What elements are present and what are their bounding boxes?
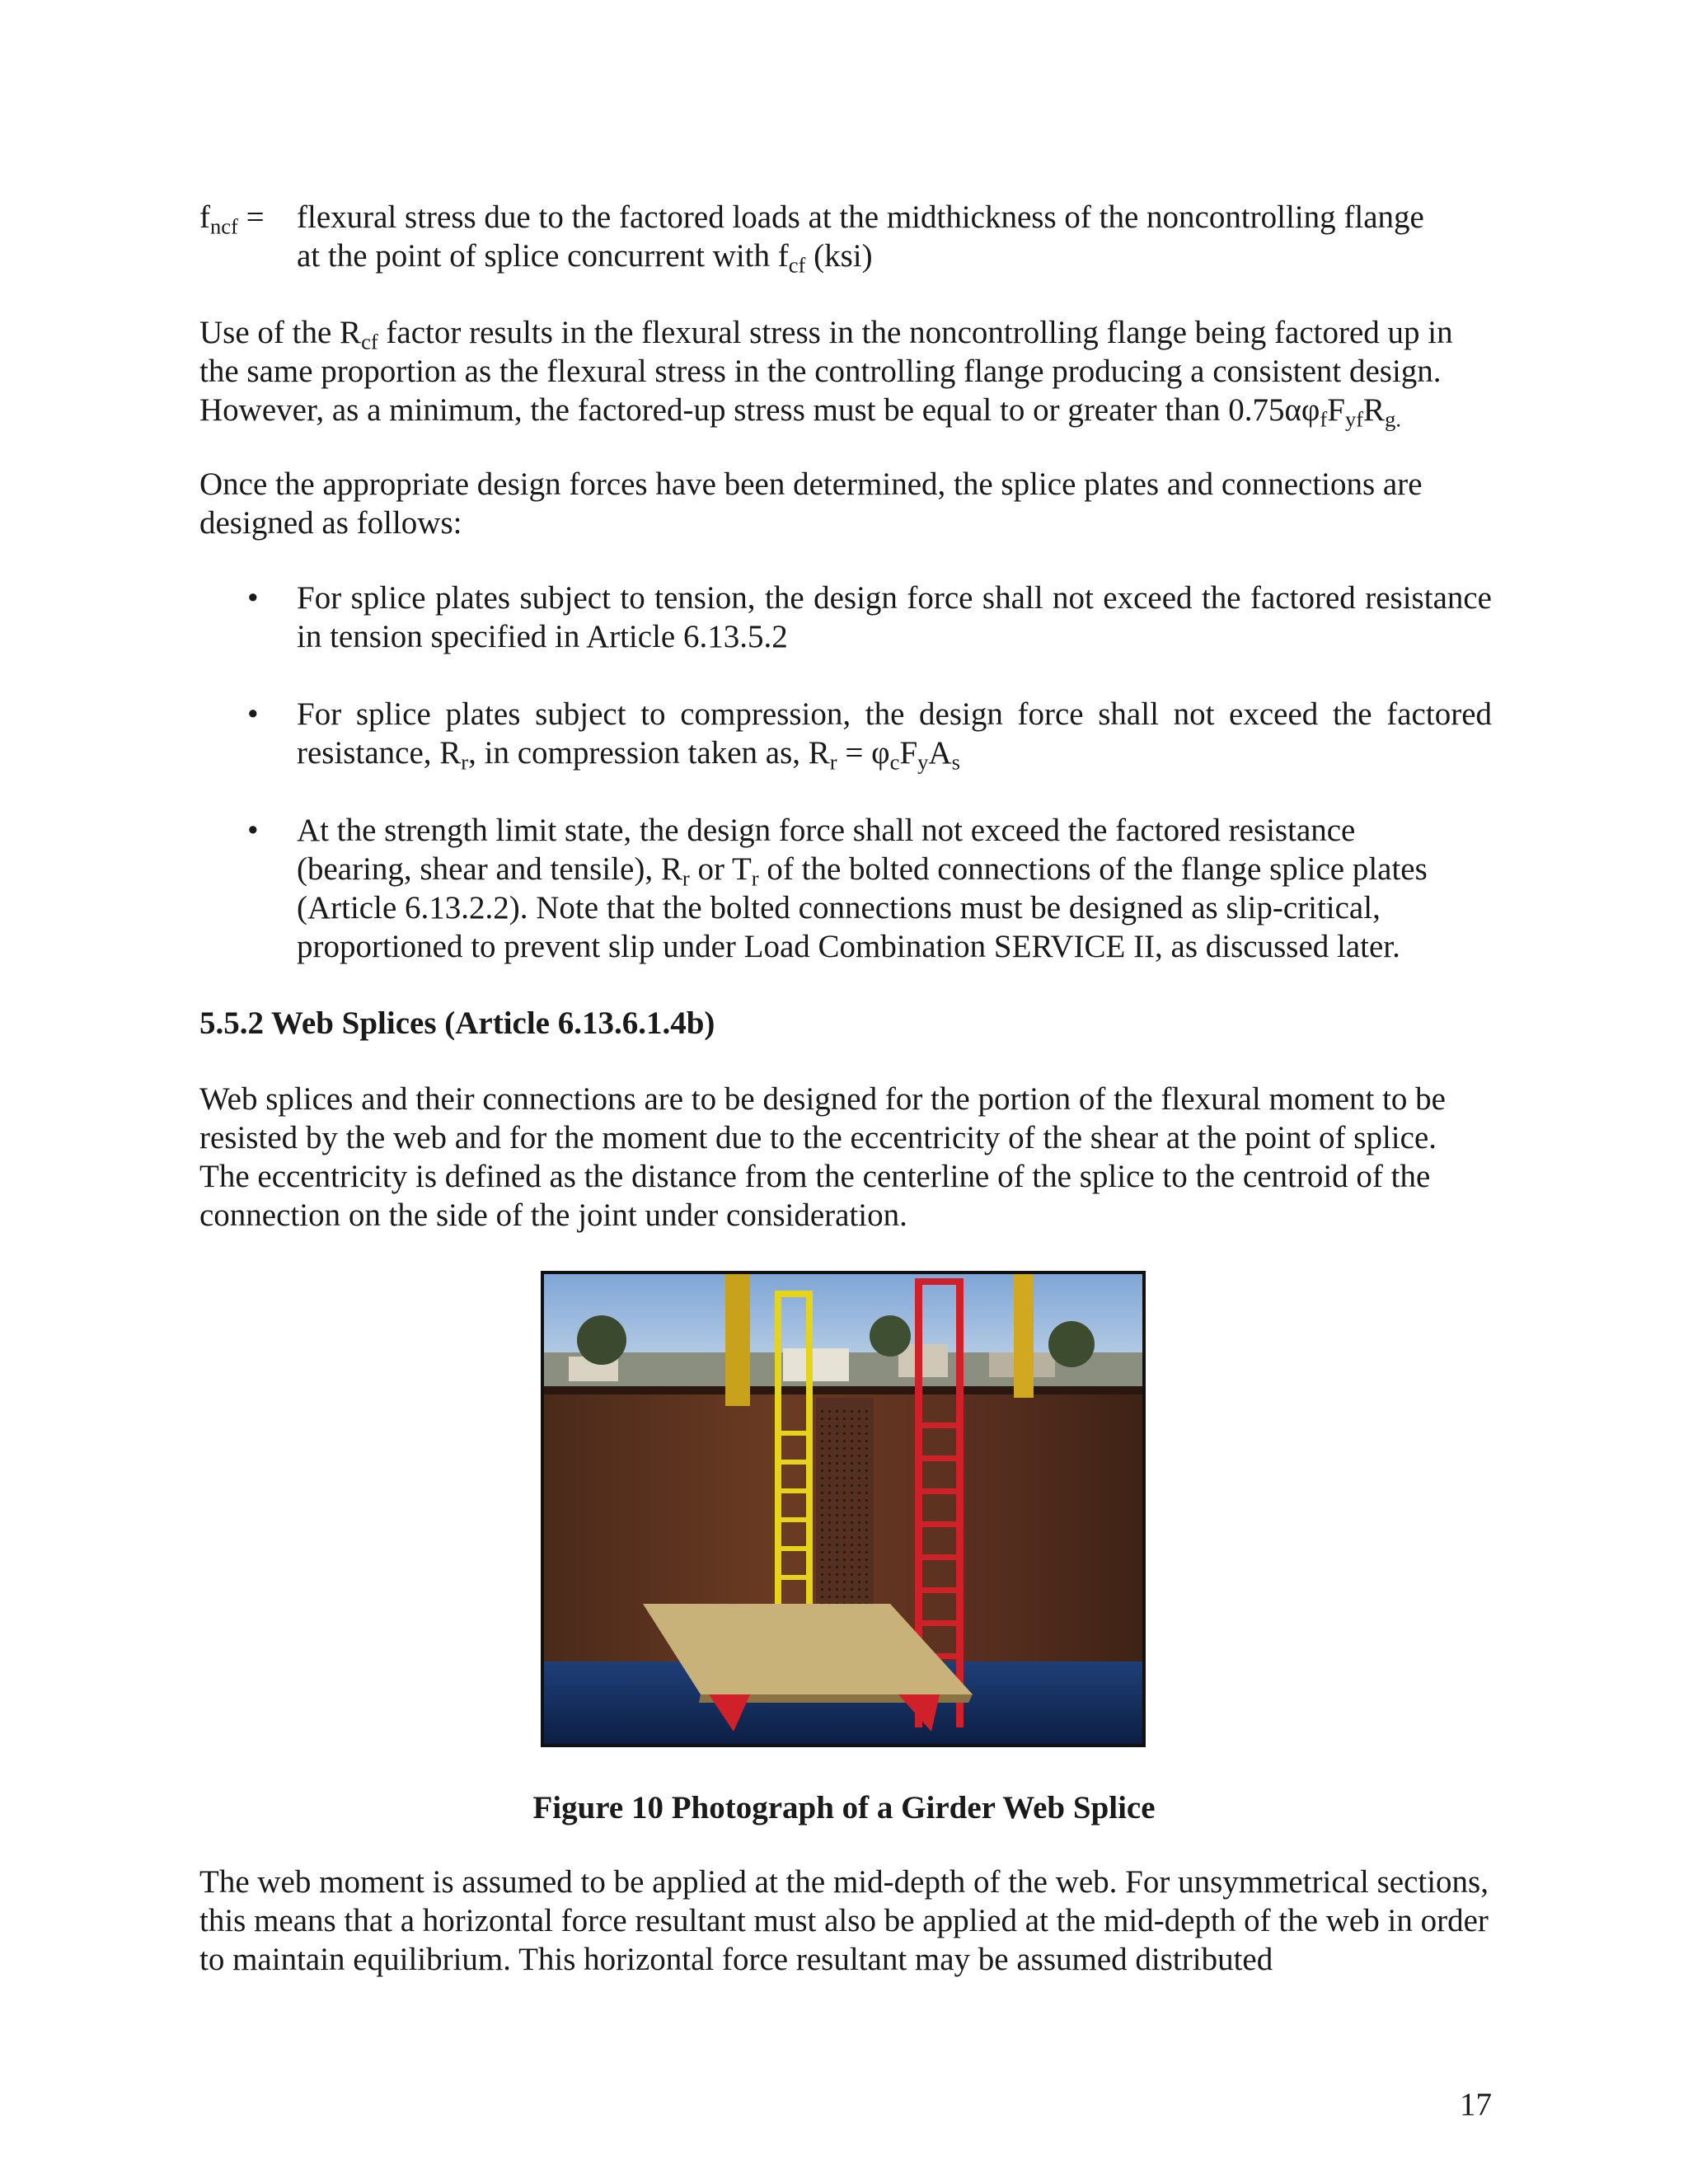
definition-fncf (199, 198, 1492, 278)
bullet-item-strength-limit: • At the strength limit state, the design force shall not exceed the factored resistance (bearing, shear and tensile), $R_r$ or $T_r$ of the bolted connections of the flange splice plates (Article 6.13.2.2). Note that the bolted connections must be designed as slip-critical, proportioned to prevent slip under Load Combination SERVICE II, as discussed later. (247, 813, 1428, 964)
girder-web-splice-photo (541, 1271, 1146, 1747)
paragraph-rcf-factor: Use of the $R_{cf}$ factor results in the flexural stress in the noncontrolling flange being factored up in the same proportion as the flexural stress in the controlling flange producing a consistent design. However, as a minimum, the factored-up stress must be equal to or greater than $0.75\alpha\varphi_fF_{yf}R_{g.}$ (199, 315, 1453, 432)
section-heading: 5.5.2 Web Splices (Article 6.13.6.1.4b) (199, 1005, 715, 1041)
paragraph-web-moment: The web moment is assumed to be applied at the mid-depth of the web. For unsymmetrical sections, this means that a horizontal force resultant must also be applied at the mid-depth of the web in order to maintain equilibrium. This horizontal force resultant may be assumed distributed (199, 1864, 1489, 1977)
figure-caption: Figure 10 Photograph of a Girder Web Splice (532, 1790, 1156, 1825)
definition-text: flexural stress due to the factored loads at the midthickness of the noncontrolling flange at the point of splice concurrent with $f_{cf}$ (ksi) (297, 199, 1424, 278)
paragraph-web-splices: Web splices and their connections are to be designed for the portion of the flexural moment to be resisted by the web and for the moment due to the eccentricity of the shear at the point of splice. The eccentricity is defined as the distance from the centerline of the splice to the centroid of the connection on the side of the joint under consideration. (199, 1081, 1446, 1233)
bolt-pattern (819, 1406, 870, 1637)
bullet-list (199, 579, 1492, 1005)
page-number: 17 (1460, 2087, 1492, 2122)
bullet-icon: • (247, 813, 259, 848)
definition-symbol: $f_{ncf}$ = (199, 199, 265, 239)
bullet-item-tension: • For splice plates subject to tension, the design force shall not exceed the factored resistance in tension specified in Article 6.13.5.2 (247, 580, 1492, 654)
bullet-item-compression: • For splice plates subject to compression, the design force shall not exceed the factored resistance, $R_r$, in compression taken as, $R_r = \varphi_cF_yA_s$ (247, 696, 1492, 775)
bullet-icon: • (247, 696, 259, 732)
bullet-icon: • (247, 580, 259, 616)
crane-arm (725, 1274, 750, 1406)
photo-illustration (544, 1274, 1142, 1744)
paragraph-design-forces: Once the appropriate design forces have been determined, the splice plates and connections are designed as follows: (199, 466, 1423, 541)
